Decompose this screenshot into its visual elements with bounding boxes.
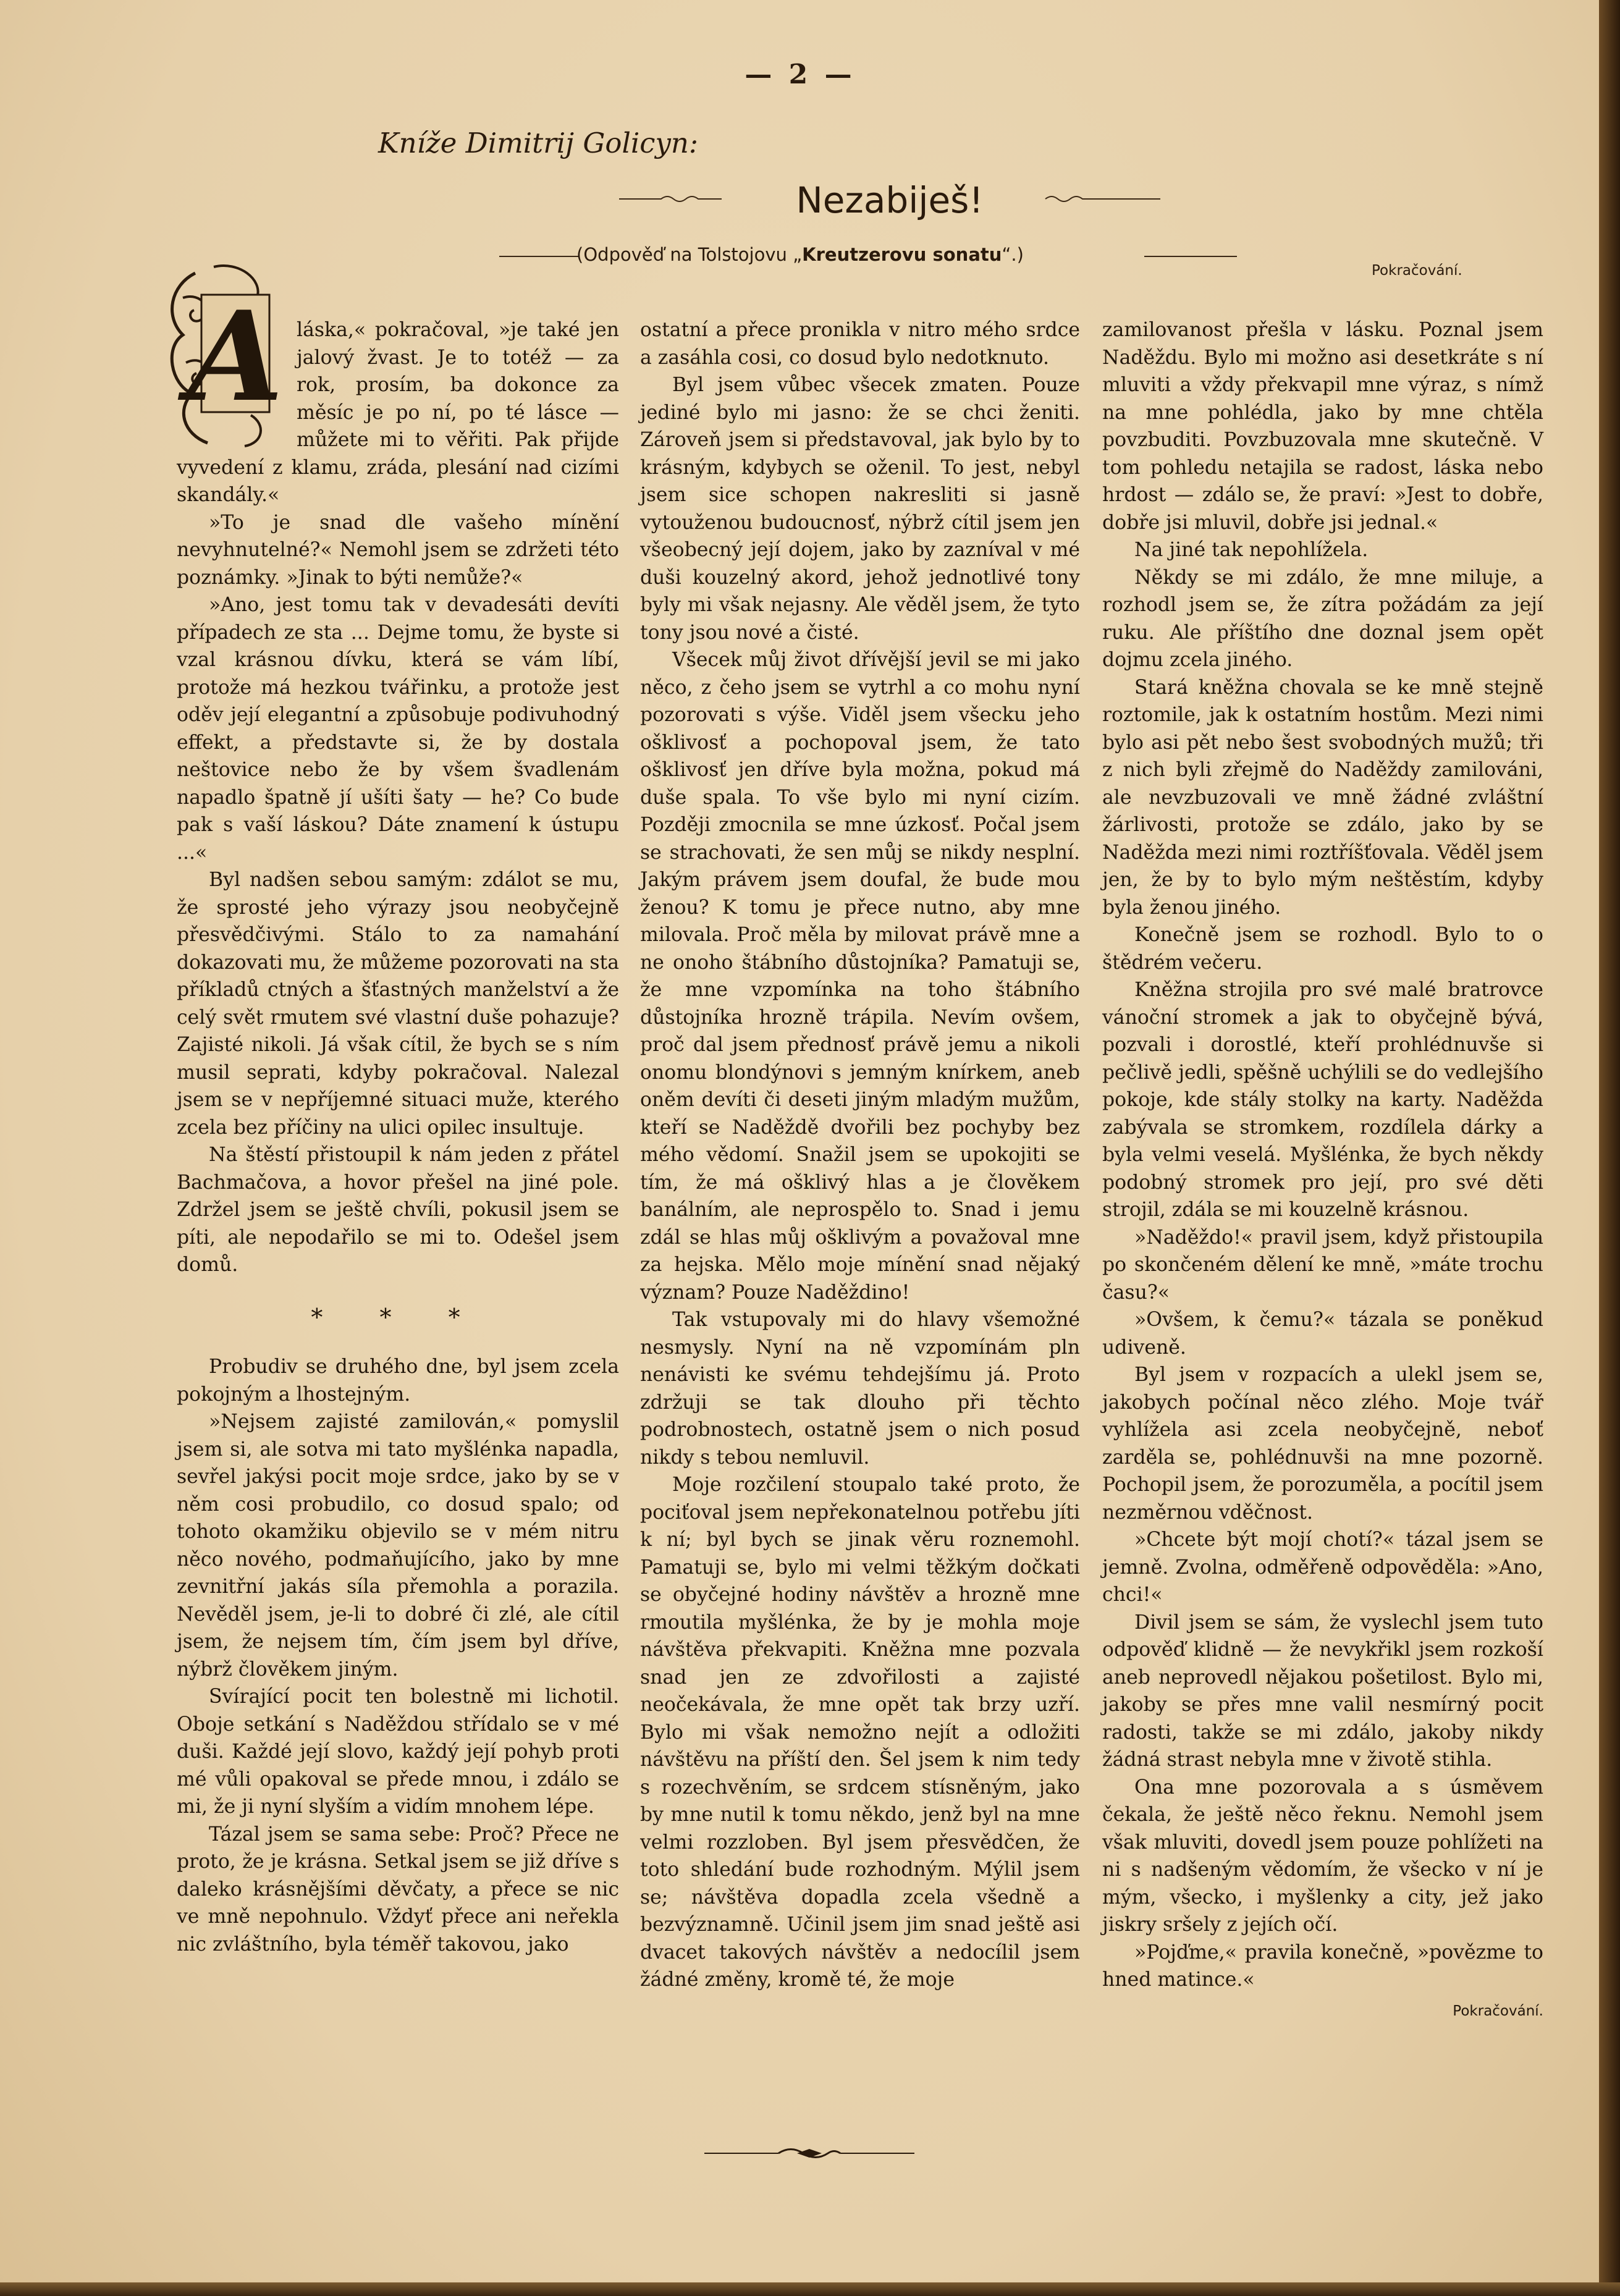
title-row [618, 179, 1162, 229]
ornament-initial-icon [158, 261, 287, 451]
paragraph: »Naděždo!« pravil jsem, když přistoupila po skončeném dělení ke mně, »máte trochu času?« [1102, 1226, 1543, 1304]
continued-note-bottom: Pokračování. [1453, 2003, 1543, 2019]
paragraph: »Pojďme,« pravila konečně, »povězme to hned matince.« [1102, 1941, 1543, 1991]
column-2 [640, 316, 1080, 1994]
decorative-initial [158, 261, 287, 451]
dropcap-letter: A [187, 284, 284, 429]
column-3 [1102, 316, 1543, 2025]
column-1 [177, 284, 619, 1958]
paragraph: Byl jsem v rozpacích a ulekl jsem se, jakobych počínal něco zlého. Moje tvář vyhlížela asi zcela neobyčejně, neboť zarděla se, pohlédnuvši na mne pozorně. Pochopil jsem, že porozuměla, a pocítil jsem nezměrnou vděčnost. [1102, 1364, 1543, 1524]
paragraph: Všecek můj život dřívější jevil se mi jako něco, z čeho jsem se vytrhl a co mohu nyní pozorovati s výše. Viděl jsem všecku jeho ošklivosť a pochopoval jsem, že tato ošklivosť jen dříve byla možna, pokud má duše spala. To vše bylo mi nyní cizím. Později zmocnila se mne úzkosť. Počal jsem se strachovati, že sen můj se nikdy nesplní. Jakým právem jsem doufal, že bude mou ženou? K tomu je přece nutno, aby mne milovala. Proč měla by milovat právě mne a ne onoho štábního důstojníka? Pamatuji se, že mne vzpomínka na toho štábního důstojníka hrozně trápila. Nevím ovšem, proč dal jsem přednosť právě jemu a nikoli onomu blondýnovi s jemným knírkem, aneb oněm devíti či deseti jiným mladým mužům, kteří se Naděždě dvořili bez pochyby bez mého vědomí. Snažil jsem se upokojiti se tím, že má ošklivý hlas a je člověkem banálním, ale neprospělo to. Snad i jemu zdál se hlas můj ošklivým a považoval mne za hejska. Mělo moje mínění snad nějaký význam? Pouze Naděždino! [640, 649, 1080, 1304]
paragraph: Divil jsem se sám, že vyslechl jsem tuto odpověď klidně — že nevykřikl jsem rozkoší aneb neprovedl nějakou pošetilost. Bylo mi, jakoby se přes mne valil nesmírný pocit radosti, takže se mi zdálo, jakoby nikdy žádná strast nebyla mne v životě stihla. [1102, 1611, 1543, 1771]
subtitle-suffix: “.) [1002, 244, 1024, 265]
paragraph: »To je snad dle vašeho mínění nevyhnutelné?« Nemohl jsem se zdržeti této poznámky. »Jinak to býti nemůže?« [177, 511, 619, 589]
page-number: — 2 — [745, 59, 856, 90]
end-ornament-icon [704, 2144, 914, 2163]
paragraph: Kněžna strojila pro své malé bratrovce vánoční stromek a jak to obyčejně bývá, pozvali i dorostlé, kteří prohlédnuvše si pečlivě jedli, spěšně uchýlili se do vedlejšího pokoje, kde stály stolky na karty. Naděžda zabývala se stromkem, rozdílela dárky a byla velmi veselá. Myšlénka, že bych někdy podobný stromek pro její, pro své děti strojil, zdála se mi kouzelně krásnou. [1102, 979, 1543, 1221]
paragraph: Svírající pocit ten bolestně mi lichotil. Oboje setkání s Naděždou střídalo se v mé duši. Každé její slovo, každý její pohyb proti mé vůli opakoval se přede mnou, i zdálo se mi, že ji nyní slyším a vidím mnohem lépe. [177, 1686, 619, 1818]
subtitle-work: Kreutzerovu sonatu [802, 244, 1002, 265]
paragraph: »Ovšem, k čemu?« tázala se poněkud udiveně. [1102, 1309, 1543, 1359]
paragraph: »Chcete být mojí chotí?« tázal jsem se jemně. Zvolna, odměřeně odpověděla: »Ano, chci!« [1102, 1529, 1543, 1606]
paragraph: ostatní a přece pronikla v nitro mého srdce a zasáhla cosi, co dosud bylo nedotknuto. [640, 319, 1080, 369]
subtitle-prefix: (Odpověď na Tolstojovu „ [576, 244, 803, 265]
paragraph: Moje rozčilení stoupalo také proto, že pociťoval jsem nepřekonatelnou potřebu jíti k ní; byl bych se jinak věru roznemohl. Pamatuji se, bylo mi velmi těžkým dočkati se obyčejné hodiny návštěv a hrozně mne rmoutila myšlénka, že by je mohla moje návštěva překvapiti. Kněžna mne pozvala snad jen ze zdvořilosti a zajisté neočekávala, že mne opět tak brzy uzří. Bylo mi však nemožno nejít a odložiti návštěvu na příští den. Šel jsem k nim tedy s rozechvěním, se srdcem stísněným, jako by mne nutil k tomu někdo, jenž byl na mne velmi rozzloben. Byl jsem přesvědčen, že toto shledání bude rozhodným. Mýlil jsem se; návštěva dopadla zcela všedně a bezvýznamně. Učinil jsem jim snad ještě asi dvacet takových návštěv a nedocílil jsem žádné změny, kromě té, že moje [640, 1474, 1080, 1991]
paragraph: Na jiné tak nepohlížela. [1134, 539, 1369, 561]
title-ornament-right [1044, 193, 1162, 205]
author-line: Kníže Dimitrij Golicyn: [378, 127, 699, 159]
paragraph: zamilovanost přešla v lásku. Poznal jsem Naděždu. Bylo mi možno asi desetkráte s ní mluviti a vždy překvapil mne výraz, s nímž na mne pohlédla, jako by mne chtěla povzbuditi. Povzbuzovala mne skutečně. V tom pohledu netajila se radost, láska nebo hrdost — zdálo se, že praví: »Jest to dobře, dobře jsi mluvil, dobře jsi jednal.« [1102, 319, 1543, 534]
continued-note-top: Pokračování. [1372, 263, 1462, 279]
paragraph: Konečně jsem se rozhodl. Bylo to o štědrém večeru. [1102, 924, 1543, 974]
paragraph: Byl jsem vůbec všecek zmaten. Pouze jediné bylo mi jasno: že se chci ženiti. Zároveň jsem si představoval, jak bylo by to krásným, kdybych se oženil. To jest, nebyl jsem sice schopen nakresliti si jasně vytouženou budoucnosť, nýbrž cítil jsem jen všeobecný její dojem, jako by zazníval v mé duši kouzelný akord, jehož jednotlivé tony byly mi však nejasny. Ale věděl jsem, že tyto tony jsou nové a čisté. [640, 374, 1080, 644]
paragraph: Tak vstupovaly mi do hlavy všemožné nesmysly. Nyní na ně vzpomínám pln nenávisti ke svému tehdejšímu já. Proto zdržuji se tak dlouho při těchto podrobnostech, ostatně jsem o nich posud nikdy s tebou nemluvil. [640, 1309, 1080, 1469]
page-edge-right [1599, 0, 1620, 2296]
paragraph: Na štěstí přistoupil k nám jeden z přátel Bachmačova, a hovor přešel na jiné pole. Zdržel jsem se ještě chvíli, pokusil jsem se píti, ale nepodařilo se mi to. Odešel jsem domů. [177, 1144, 619, 1276]
paragraph: »Nejsem zajisté zamilován,« pomyslil jsem si, ale sotva mi tato myšlénka napadla, sevřel jakýsi pocit moje srdce, jako by se v něm cosi probudilo, co dosud spalo; od tohoto okamžiku objevilo se v mém nitru něco nového, podmaňujícího, jako by mne zevnitřní jakás síla přemohla a porazila. Nevěděl jsem, je-li to dobré či zlé, ale cítil jsem, že nejsem tím, čím jsem byl dříve, nýbrž člověkem jiným. [177, 1411, 619, 1681]
paragraph: Byl nadšen sebou samým: zdálot se mu, že sprosté jeho výrazy jsou neobyčejně přesvědčivými. Stálo to za namahání dokazovati mu, že můžeme pozorovati na sta příkladů ctných a šťastných manželství a že celý svět rmutem své vlastní duše pohazuje? Zajisté nikoli. Já však cítil, že bych se s ním musil seprati, kdyby pokračoval. Nalezal jsem se v nepříjemné situaci muže, kterého zcela bez příčiny na ulici opilec insultuje. [177, 869, 619, 1139]
article-title: Nezabiješ! [796, 179, 984, 221]
paragraph: Stará kněžna chovala se ke mně stejně roztomile, jak k ostatním hostům. Mezi nimi bylo asi pět nebo šest svobodných mužů; tři z nich byli zřejmě do Naděždy zamilováni, ale nevzbuzovali ve mně žádné zvláštní žárlivosti, protože se zdálo, jako by se Naděžda mezi nimi roztříšťovala. Věděl jsem jen, že by to bylo mým neštěstím, kdyby byla ženou jiného. [1102, 676, 1543, 919]
subtitle-rule-right [1144, 256, 1237, 257]
page-edge-bottom [0, 2282, 1620, 2296]
paragraph: Tázal jsem se sama sebe: Proč? Přece ne proto, že je krásna. Setkal jsem se již dříve s daleko krásnějšími děvčaty, a přece se nic ve mně nepohnulo. Vždyť přece ani neřekla nic zvláštního, byla téměř takovou, jako [177, 1823, 619, 1956]
section-break: * * * [311, 1303, 485, 1331]
paragraph: láska,« pokračoval, »je také jen jalový žvast. Je to totéž — za rok, prosím, ba dokonce za měsíc je po ní, po té lásce — můžete mi to věřiti. Pak přijde vyvedení z klamu, zráda, plesání nad cizími skandály.« [177, 319, 619, 506]
paragraph: Probudiv se druhého dne, byl jsem zcela pokojným a lhostejným. [177, 1356, 619, 1406]
paragraph: Někdy se mi zdálo, že mne miluje, a rozhodl jsem se, že zítra požádám za její ruku. Ale příštího dne doznal jsem opět dojmu zcela jiného. [1102, 566, 1543, 671]
paragraph: »Ano, jest tomu tak v devadesáti devíti případech ze sta ... Dejme tomu, že byste si vzal krásnou dívku, která se vám líbí, protože má hezkou tvářinku, a protože jest oděv její elegantní a způsobuje podivuhodný effekt, a představte si, že by dostala neštovice nebo že by všem švadlenám napadlo špatně jí ušíti šaty — he? Co bude pak s vaší láskou? Dáte znamení k ústupu ...« [177, 594, 619, 864]
paragraph: Ona mne pozorovala a s úsměvem čekala, že ještě něco řeknu. Nemohl jsem však mluviti, dovedl jsem pouze pohlížeti na ni s nadšeným vědomím, že všecko v ní je mým, všecko, i myšlenky a city, jež jako jiskry sršely z jejích očí. [1102, 1776, 1543, 1936]
